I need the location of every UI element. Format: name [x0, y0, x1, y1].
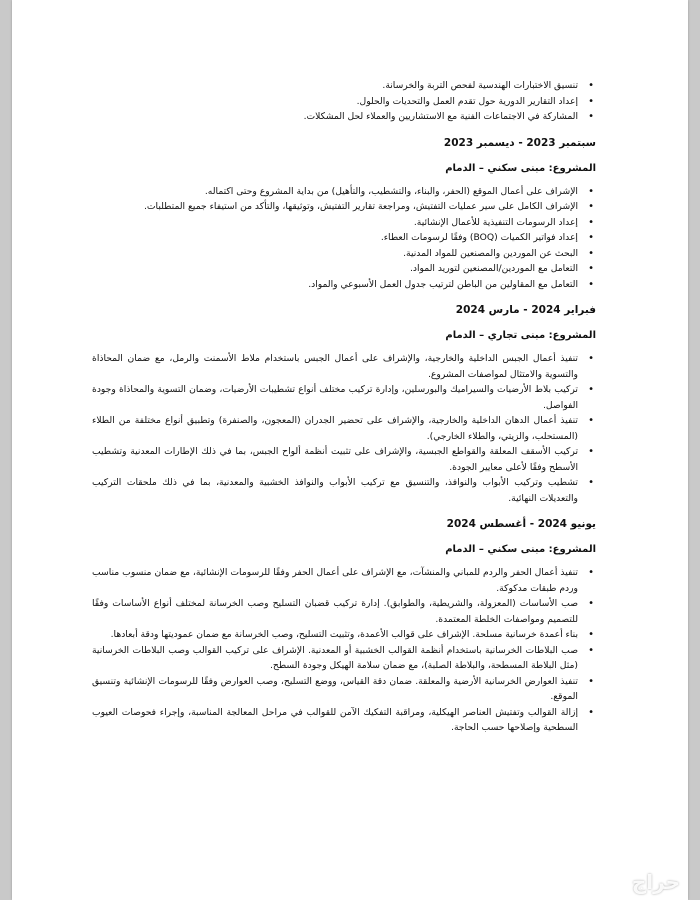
list-item: • الإشراف على أعمال الموقع (الحفر، والبناء، والتشطيب، والتأهيل) من بداية المشروع وحتى اكتماله. [92, 184, 578, 200]
list-item: • إعداد فواتير الكميات (BOQ) وفقًا لرسومات العطاء. [92, 230, 578, 246]
list-item: • تنفيذ أعمال الجبس الداخلية والخارجية، والإشراف على أعمال الجبس باستخدام ملاط الأسمنت والرمل، مع ضمان المحاذاة والتسوية والامتثال لمواصفات المشروع. [92, 351, 578, 382]
list-item: • التعامل مع الموردين/المصنعين لتوريد المواد. [92, 261, 578, 277]
project-title: المشروع: مبنى سكني – الدمام [445, 162, 596, 174]
list-item: • إعداد التقارير الدورية حول تقدم العمل والتحديات والحلول. [92, 94, 578, 110]
period-heading: سبتمبر 2023 - ديسمبر 2023 [443, 136, 596, 149]
list-item: • تنسيق الاختبارات الهندسية لفحص التربة والخرسانة. [92, 78, 578, 94]
project-title: المشروع: مبنى سكني – الدمام [445, 544, 596, 555]
section-bullet-list [92, 351, 596, 506]
list-item: • إعداد الرسومات التنفيذية للأعمال الإنشائية. [92, 215, 578, 231]
document-page [12, 0, 688, 900]
list-item: • البحث عن الموردين والمصنعين للمواد المدنية. [92, 246, 578, 262]
list-item: • تنفيذ أعمال الدهان الداخلية والخارجية، والإشراف على تحضير الجدران (المعجون، والصنفرة) وتطبيق أنواع مختلفة من الطلاء (المستحلب، والزيتي، والطلاء الخارجي). [92, 413, 578, 444]
list-item: • تركيب بلاط الأرضيات والسيراميك والبورسلين، وإدارة تركيب مختلف أنواع تشطيبات الأرضيات، وضمان التسوية والمحاذاة وجودة الفواصل. [92, 382, 578, 413]
list-item: • تنفيذ العوارض الخرسانية الأرضية والمعلقة. ضمان دقة القياس، ووضع التسليح، وصب العوارض وفقًا للرسومات الإنشائية وتنسيق الموقع. [92, 674, 578, 705]
intro-bullet-list [92, 78, 596, 125]
list-item: • صب البلاطات الخرسانية باستخدام أنظمة القوالب الخشبية أو المعدنية. الإشراف على تركيب القوالب وصب البلاطات الخرسانية (مثل البلاطة المسطحة، والبلاطة الصلبة)، مع ضمان سلامة الهيكل وجودة السطح. [92, 643, 578, 674]
list-item: • التعامل مع المقاولين من الباطن لترتيب جدول العمل الأسبوعي والمواد. [92, 277, 578, 293]
resume-content [92, 78, 596, 736]
list-item: • بناء أعمدة خرسانية مسلحة. الإشراف على قوالب الأعمدة، وتثبيت التسليح، وصب الخرسانة مع ضمان عموديتها ودقة أبعادها. [92, 627, 578, 643]
section-bullet-list [92, 184, 596, 293]
project-title: المشروع: مبنى تجاري – الدمام [445, 330, 596, 341]
haraj-watermark-logo [572, 868, 684, 896]
watermark-text: حراج [631, 870, 680, 894]
list-item: • صب الأساسات (المعزولة، والشريطية، والطوابق). إدارة تركيب قضبان التسليح وصب الخرسانة لمختلف أنواع الأساسات وفقًا للتصميم ومواصفات الخلطة المعتمدة. [92, 596, 578, 627]
list-item: • الإشراف الكامل على سير عمليات التفتيش، ومراجعة تقارير التفتيش، وتوثيقها، والتأكد من استيفاء جميع المتطلبات. [92, 199, 578, 215]
section-bullet-list [92, 565, 596, 736]
list-item: • إزالة القوالب وتفتيش العناصر الهيكلية، ومراقبة التفكيك الآمن للقوالب في مراحل المعالجة المناسبة، وإجراء فحوصات العيوب السطحية وإصلاحها حسب الحاجة. [92, 705, 578, 736]
list-item: • المشاركة في الاجتماعات الفنية مع الاستشاريين والعملاء لحل المشكلات. [92, 109, 578, 125]
list-item: • تنفيذ أعمال الحفر والردم للمباني والمنشآت، مع الإشراف على أعمال الحفر وفقًا للرسومات الإنشائية، مع ضمان منسوب مناسب وردم طبقات مدكوكة. [92, 565, 578, 596]
list-item: • تشطيب وتركيب الأبواب والنوافذ، والتنسيق مع تركيب الأبواب والنوافذ الخشبية والمعدنية، بما في ذلك ملحقات التركيب والتعديلات النهائية. [92, 475, 578, 506]
list-item: • تركيب الأسقف المعلقة والقواطع الجبسية، والإشراف على تثبيت أنظمة ألواح الجبس، بما في ذلك الإطارات المعدنية وتشطيب الأسطح وفقًا لأعلى معايير الجودة. [92, 444, 578, 475]
period-heading: فبراير 2024 - مارس 2024 [455, 304, 596, 316]
period-heading: يونيو 2024 - أغسطس 2024 [446, 518, 596, 530]
